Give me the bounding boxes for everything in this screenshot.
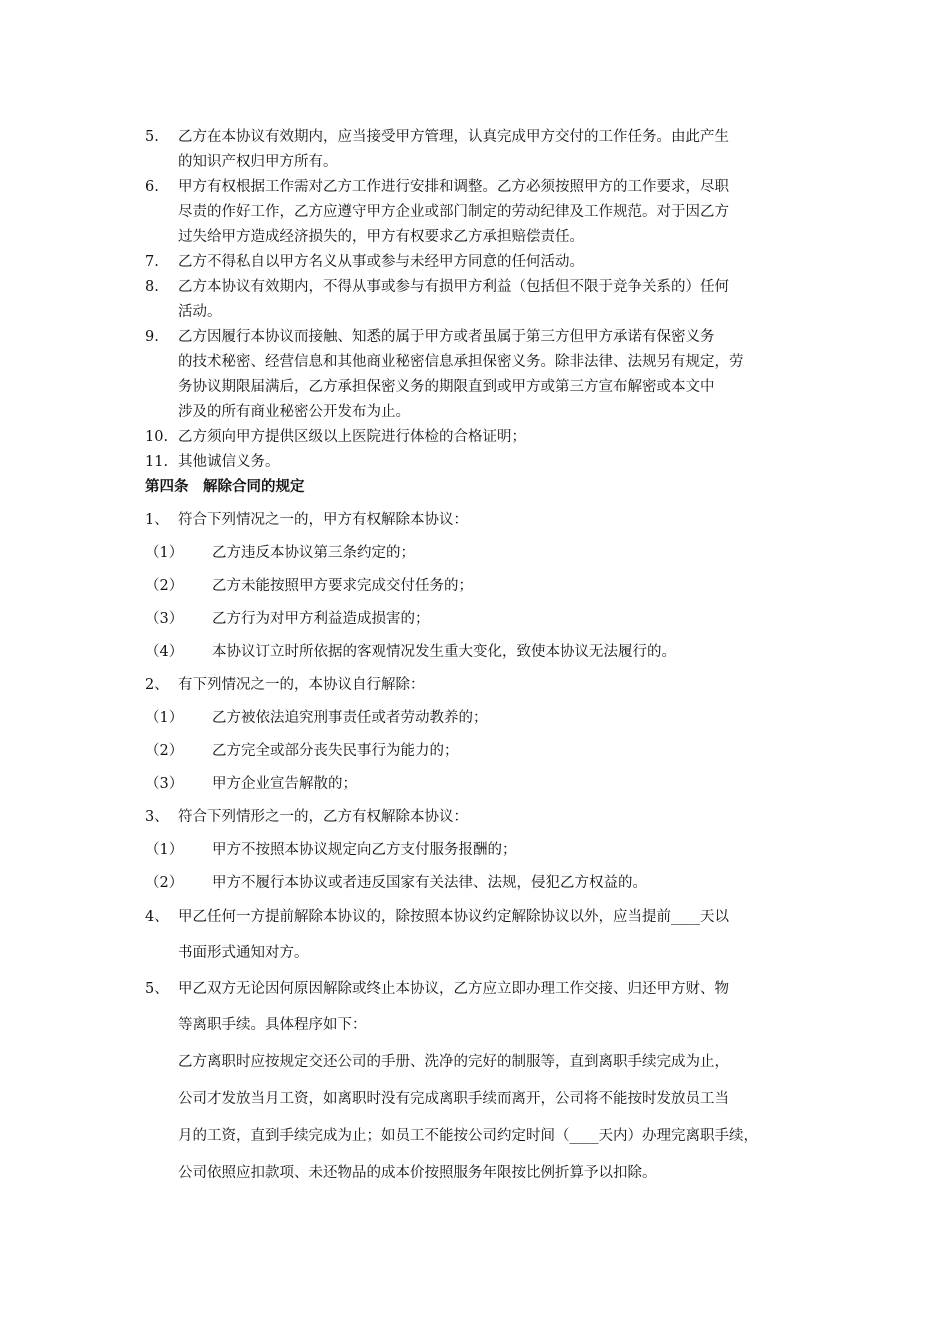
sub-item-text: 本协议订立时所依据的客观情况发生重大变化，致使本协议无法履行的。 [212, 644, 676, 660]
sub-item-text: 乙方违反本协议第三条约定的； [212, 545, 415, 561]
clause-text: 符合下列情形之一的，乙方有权解除本协议： [178, 809, 468, 825]
clause-text: 甲乙任何一方提前解除本协议的，除按照本协议约定解除协议以外，应当提前____天以 [178, 909, 729, 925]
item-number: 7. [145, 254, 159, 270]
item-text: 的知识产权归甲方所有。 [178, 154, 338, 170]
sub-item-number: （2） [145, 875, 184, 891]
clause-number: 4、 [145, 909, 169, 925]
item-number: 5. [145, 129, 159, 145]
detail-text: 公司才发放当月工资，如离职时没有完成离职手续而离开，公司将不能按时发放员工当 [178, 1091, 729, 1107]
sub-item-number: （3） [145, 611, 184, 627]
sub-item-number: （2） [145, 578, 184, 594]
sub-item-text: 乙方完全或部分丧失民事行为能力的； [212, 743, 459, 759]
clause-text: 等离职手续。具体程序如下： [178, 1017, 367, 1033]
item-number: 9. [145, 329, 159, 345]
item-text: 乙方不得私自以甲方名义从事或参与未经甲方同意的任何活动。 [178, 254, 584, 270]
item-text: 乙方在本协议有效期内，应当接受甲方管理，认真完成甲方交付的工作任务。由此产生 [178, 129, 729, 145]
item-number: 6. [145, 179, 159, 195]
sub-item-number: （4） [145, 644, 184, 660]
item-number: 10. [145, 429, 169, 445]
detail-text: 月的工资，直到手续完成为止；如员工不能按公司约定时间（____天内）办理完离职手续， [178, 1128, 758, 1144]
clause-number: 1、 [145, 512, 169, 528]
sub-item-text: 乙方被依法追究刑事责任或者劳动教养的； [212, 710, 488, 726]
item-text: 过失给甲方造成经济损失的，甲方有权要求乙方承担赔偿责任。 [178, 229, 584, 245]
item-number: 11. [145, 454, 169, 470]
item-text: 活动。 [178, 304, 222, 320]
sub-item-number: （2） [145, 743, 184, 759]
clause-text: 甲乙双方无论因何原因解除或终止本协议，乙方应立即办理工作交接、归还甲方财、物 [178, 981, 729, 997]
clause-text: 符合下列情况之一的，甲方有权解除本协议： [178, 512, 468, 528]
sub-item-number: （1） [145, 842, 184, 858]
clause-number: 3、 [145, 809, 169, 825]
sub-item-text: 甲方不履行本协议或者违反国家有关法律、法规，侵犯乙方权益的。 [212, 875, 647, 891]
section-title: 第四条 解除合同的规定 [145, 478, 305, 495]
item-text: 尽责的作好工作，乙方应遵守甲方企业或部门制定的劳动纪律及工作规范。对于因乙方 [178, 204, 729, 220]
sub-item-number: （3） [145, 776, 184, 792]
item-number: 8. [145, 279, 159, 295]
clause-number: 2、 [145, 677, 169, 693]
detail-text: 公司依照应扣款项、未还物品的成本价按照服务年限按比例折算予以扣除。 [178, 1165, 657, 1181]
detail-text: 乙方离职时应按规定交还公司的手册、洗净的完好的制服等，直到离职手续完成为止， [178, 1054, 729, 1070]
sub-item-text: 乙方行为对甲方利益造成损害的； [212, 611, 430, 627]
item-text: 务协议期限届满后，乙方承担保密义务的期限直到或甲方或第三方宣布解密或本文中 [178, 379, 715, 395]
sub-item-text: 甲方不按照本协议规定向乙方支付服务报酬的； [212, 842, 517, 858]
item-text: 乙方须向甲方提供区级以上医院进行体检的合格证明； [178, 429, 526, 445]
sub-item-text: 甲方企业宣告解散的； [212, 776, 357, 792]
clause-text: 有下列情况之一的，本协议自行解除： [178, 677, 425, 693]
item-text: 的技术秘密、经营信息和其他商业秘密信息承担保密义务。除非法律、法规另有规定，劳 [178, 354, 744, 370]
item-text: 乙方本协议有效期内，不得从事或参与有损甲方利益（包括但不限于竞争关系的）任何 [178, 279, 729, 295]
clause-number: 5、 [145, 981, 169, 997]
sub-item-text: 乙方未能按照甲方要求完成交付任务的； [212, 578, 473, 594]
item-text: 涉及的所有商业秘密公开发布为止。 [178, 404, 410, 420]
item-text: 甲方有权根据工作需对乙方工作进行安排和调整。乙方必须按照甲方的工作要求，尽职 [178, 179, 729, 195]
sub-item-number: （1） [145, 710, 184, 726]
sub-item-number: （1） [145, 545, 184, 561]
item-text: 乙方因履行本协议而接触、知悉的属于甲方或者虽属于第三方但甲方承诺有保密义务 [178, 329, 715, 345]
item-text: 其他诚信义务。 [178, 454, 280, 470]
clause-text: 书面形式通知对方。 [178, 945, 309, 961]
